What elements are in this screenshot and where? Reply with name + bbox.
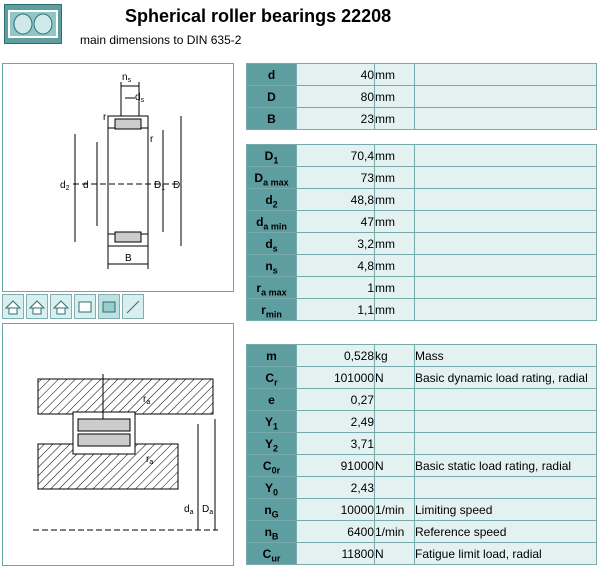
row-label: $C_{0r}$ [247, 455, 297, 477]
row-label: $d_2$ [247, 189, 297, 211]
row-label: $d_{a min}$ [247, 211, 297, 233]
row-label: $C_r$ [247, 367, 297, 389]
table-row [247, 64, 597, 86]
table-row [247, 411, 597, 433]
label-B: B [125, 253, 132, 264]
additional-dimensions-table [246, 144, 597, 321]
table-row [247, 477, 597, 499]
row-description [415, 233, 597, 255]
row-label: e [247, 389, 297, 411]
table-row [247, 277, 597, 299]
product-thumbnail [4, 4, 62, 44]
label-Da: $D_a$ [202, 504, 214, 516]
row-unit [375, 433, 415, 455]
table-row [247, 345, 597, 367]
row-unit: mm [375, 233, 415, 255]
row-value: 40 [297, 64, 375, 86]
row-description [415, 299, 597, 321]
row-label: $n_G$ [247, 499, 297, 521]
label-D1: $D_1$ [154, 180, 166, 192]
label-ns: $n_s$ [122, 72, 132, 84]
row-unit: N [375, 455, 415, 477]
table-row [247, 455, 597, 477]
row-label: $n_s$ [247, 255, 297, 277]
row-description [415, 389, 597, 411]
mounting-dimension-drawing [2, 323, 234, 566]
table-row [247, 255, 597, 277]
row-description: Limiting speed [415, 499, 597, 521]
row-value: 6400 [297, 521, 375, 543]
row-value: 4,8 [297, 255, 375, 277]
row-value: 10000 [297, 499, 375, 521]
row-description [415, 255, 597, 277]
table-row [247, 233, 597, 255]
table-row [247, 211, 597, 233]
row-unit [375, 389, 415, 411]
label-da: $d_a$ [184, 504, 194, 516]
row-description: Basic dynamic load rating, radial [415, 367, 597, 389]
table-row [247, 299, 597, 321]
row-unit: mm [375, 108, 415, 130]
row-value: 0,27 [297, 389, 375, 411]
table-row [247, 367, 597, 389]
view-icon-toolbar [2, 294, 144, 321]
row-unit [375, 477, 415, 499]
row-label: m [247, 345, 297, 367]
label-r-top: r [103, 112, 107, 123]
row-unit: mm [375, 86, 415, 108]
row-description: Basic static load rating, radial [415, 455, 597, 477]
row-label: $D_{a max}$ [247, 167, 297, 189]
row-unit: mm [375, 255, 415, 277]
row-value: 73 [297, 167, 375, 189]
row-label: $Y_1$ [247, 411, 297, 433]
label-r-side: r [150, 134, 154, 145]
table-row [247, 189, 597, 211]
bearing-view-icon-4[interactable] [74, 294, 96, 319]
row-description: Fatigue limit load, radial [415, 543, 597, 565]
page-title: Spherical roller bearings 22208 [125, 6, 392, 26]
row-label: $d_s$ [247, 233, 297, 255]
row-description: Mass [415, 345, 597, 367]
row-label: B [247, 108, 297, 130]
bearing-view-icon-2[interactable] [26, 294, 48, 319]
row-unit: mm [375, 145, 415, 167]
row-label: d [247, 64, 297, 86]
bearing-view-icon-1[interactable] [2, 294, 24, 319]
main-dimensions-table [246, 63, 597, 130]
row-description [415, 189, 597, 211]
table-row [247, 167, 597, 189]
row-value: 1 [297, 277, 375, 299]
row-description [415, 64, 597, 86]
row-value: 1,1 [297, 299, 375, 321]
row-unit: mm [375, 299, 415, 321]
row-description [415, 145, 597, 167]
row-description [415, 108, 597, 130]
row-value: 47 [297, 211, 375, 233]
row-description [415, 86, 597, 108]
table-row [247, 433, 597, 455]
row-label: $r_{min}$ [247, 299, 297, 321]
row-label: $Y_0$ [247, 477, 297, 499]
row-description [415, 277, 597, 299]
row-value: 48,8 [297, 189, 375, 211]
row-description [415, 167, 597, 189]
row-description: Reference speed [415, 521, 597, 543]
row-value: 2,43 [297, 477, 375, 499]
row-label: $C_{ur}$ [247, 543, 297, 565]
table-row [247, 108, 597, 130]
label-ds: $d_s$ [135, 92, 145, 104]
table-row [247, 499, 597, 521]
table-row [247, 389, 597, 411]
row-value: 80 [297, 86, 375, 108]
row-label: $n_B$ [247, 521, 297, 543]
table-row [247, 543, 597, 565]
row-description [415, 477, 597, 499]
table-row [247, 521, 597, 543]
load-ratings-table [246, 344, 597, 565]
bearing-dimension-drawing [2, 63, 234, 292]
table-row [247, 86, 597, 108]
row-value: 70,4 [297, 145, 375, 167]
bearing-view-icon-3[interactable] [50, 294, 72, 319]
row-unit: mm [375, 189, 415, 211]
row-label: $Y_2$ [247, 433, 297, 455]
row-unit: N [375, 367, 415, 389]
row-description [415, 211, 597, 233]
page-subtitle: main dimensions to DIN 635-2 [80, 33, 242, 47]
row-unit: kg [375, 345, 415, 367]
label-d: d [83, 180, 89, 191]
row-label: $r_{a max}$ [247, 277, 297, 299]
row-value: 3,71 [297, 433, 375, 455]
row-label: D [247, 86, 297, 108]
row-value: 101000 [297, 367, 375, 389]
row-value: 2,49 [297, 411, 375, 433]
row-unit: mm [375, 211, 415, 233]
label-d2: $d_2$ [60, 180, 70, 192]
label-ra-top: $r_a$ [143, 394, 151, 406]
row-label: $D_1$ [247, 145, 297, 167]
row-unit: mm [375, 167, 415, 189]
row-description [415, 411, 597, 433]
row-value: 0,528 [297, 345, 375, 367]
row-value: 23 [297, 108, 375, 130]
row-unit: 1/min [375, 499, 415, 521]
bearing-view-icon-6[interactable] [122, 294, 144, 319]
row-unit: 1/min [375, 521, 415, 543]
label-D: D [173, 180, 181, 191]
row-unit [375, 411, 415, 433]
label-ra-bottom: $r_a$ [146, 454, 154, 466]
row-unit: mm [375, 277, 415, 299]
row-value: 11800 [297, 543, 375, 565]
bearing-view-icon-5[interactable] [98, 294, 120, 319]
row-description [415, 433, 597, 455]
table-row [247, 145, 597, 167]
row-value: 91000 [297, 455, 375, 477]
row-unit: N [375, 543, 415, 565]
row-unit: mm [375, 64, 415, 86]
row-value: 3,2 [297, 233, 375, 255]
